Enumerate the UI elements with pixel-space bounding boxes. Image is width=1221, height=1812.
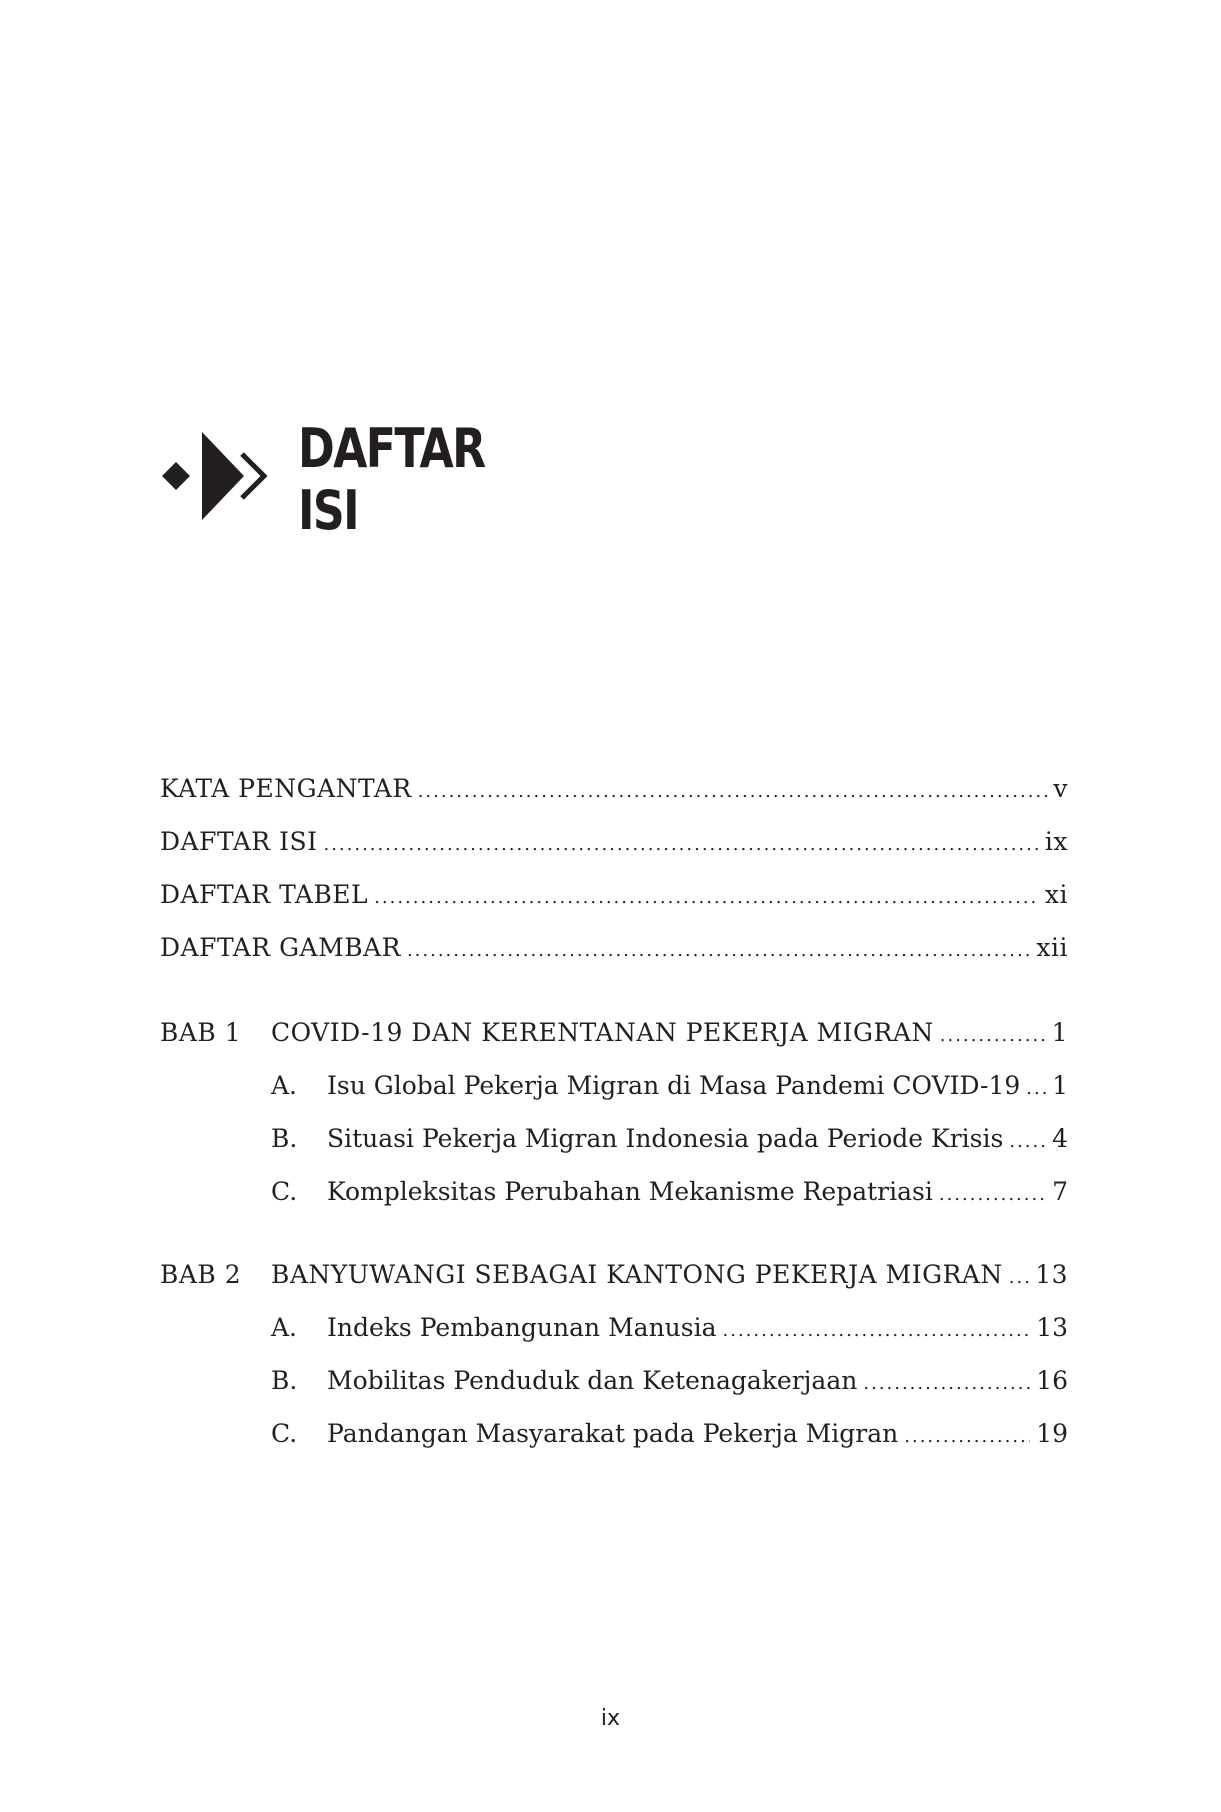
spacer xyxy=(160,1218,1068,1248)
dot-leader xyxy=(940,1009,1046,1062)
chapter-number: BAB 2 xyxy=(160,1260,242,1289)
toc-section-2c[interactable] xyxy=(160,1407,1068,1460)
toc-entry-daftar-isi[interactable] xyxy=(160,815,1068,868)
dot-leader xyxy=(407,924,1030,977)
toc-section-1a[interactable] xyxy=(160,1059,1068,1112)
spacer xyxy=(160,974,1068,1006)
toc-chapter-1[interactable] xyxy=(160,1006,1068,1059)
page-title-line-2: ISI xyxy=(298,479,358,542)
dot-leader xyxy=(904,1410,1030,1463)
dot-leader xyxy=(1009,1115,1046,1168)
section-letter: C. xyxy=(271,1419,298,1448)
section-page: 19 xyxy=(1036,1419,1068,1448)
section-page: 13 xyxy=(1036,1313,1068,1342)
chapter-page: 13 xyxy=(1035,1260,1068,1289)
section-letter: C. xyxy=(271,1177,298,1206)
dot-leader xyxy=(863,1357,1030,1410)
page-number: ix xyxy=(600,1706,621,1731)
toc-section-1b[interactable] xyxy=(160,1112,1068,1165)
toc-entry-page: ix xyxy=(1044,827,1068,856)
section-page: 16 xyxy=(1036,1366,1068,1395)
diamond-triangle-chevron-icon xyxy=(160,428,280,524)
toc-entry-label: DAFTAR TABEL xyxy=(160,880,369,909)
section-title: Isu Global Pekerja Migran di Masa Pandemi COVID-19 xyxy=(327,1071,1021,1100)
dot-leader xyxy=(374,871,1039,924)
dot-leader xyxy=(323,818,1038,871)
toc-entry-page: xii xyxy=(1036,933,1068,962)
toc-entry-daftar-tabel[interactable] xyxy=(160,868,1068,921)
section-letter: B. xyxy=(271,1124,298,1153)
section-letter: A. xyxy=(271,1313,298,1342)
dot-leader xyxy=(418,765,1048,818)
section-letter: A. xyxy=(271,1071,298,1100)
section-page: 1 xyxy=(1052,1071,1068,1100)
section-title: Mobilitas Penduduk dan Ketenagakerjaan xyxy=(327,1366,858,1395)
toc-chapter-2[interactable] xyxy=(160,1248,1068,1301)
dot-leader xyxy=(1009,1251,1029,1304)
toc-entry-kata-pengantar[interactable] xyxy=(160,762,1068,815)
section-title: Indeks Pembangunan Manusia xyxy=(327,1313,717,1342)
section-title: Kompleksitas Perubahan Mekanisme Repatriasi xyxy=(327,1177,933,1206)
section-page: 4 xyxy=(1052,1124,1068,1153)
toc-entry-label: DAFTAR GAMBAR xyxy=(160,933,401,962)
toc-entry-daftar-gambar[interactable] xyxy=(160,921,1068,974)
chapter-title: BANYUWANGI SEBAGAI KANTONG PEKERJA MIGRAN xyxy=(271,1260,1003,1289)
dot-leader xyxy=(723,1304,1031,1357)
chapter-number: BAB 1 xyxy=(160,1018,242,1047)
table-of-contents xyxy=(160,762,1068,1460)
section-title: Situasi Pekerja Migran Indonesia pada Periode Krisis xyxy=(327,1124,1004,1153)
toc-entry-page: xi xyxy=(1044,880,1068,909)
toc-entry-label: DAFTAR ISI xyxy=(160,827,318,856)
chapter-heading xyxy=(160,418,560,558)
dot-leader xyxy=(1026,1062,1046,1115)
toc-section-2a[interactable] xyxy=(160,1301,1068,1354)
chapter-page: 1 xyxy=(1051,1018,1068,1047)
dot-leader xyxy=(939,1168,1046,1221)
section-letter: B. xyxy=(271,1366,298,1395)
section-page: 7 xyxy=(1052,1177,1068,1206)
chapter-title: COVID-19 DAN KERENTANAN PEKERJA MIGRAN xyxy=(271,1018,934,1047)
page-title xyxy=(298,418,485,542)
toc-entry-page: v xyxy=(1053,774,1068,803)
section-title: Pandangan Masyarakat pada Pekerja Migran xyxy=(327,1419,899,1448)
toc-entry-label: KATA PENGANTAR xyxy=(160,774,412,803)
toc-section-2b[interactable] xyxy=(160,1354,1068,1407)
toc-section-1c[interactable] xyxy=(160,1165,1068,1218)
page-title-line-1: DAFTAR xyxy=(298,417,485,480)
